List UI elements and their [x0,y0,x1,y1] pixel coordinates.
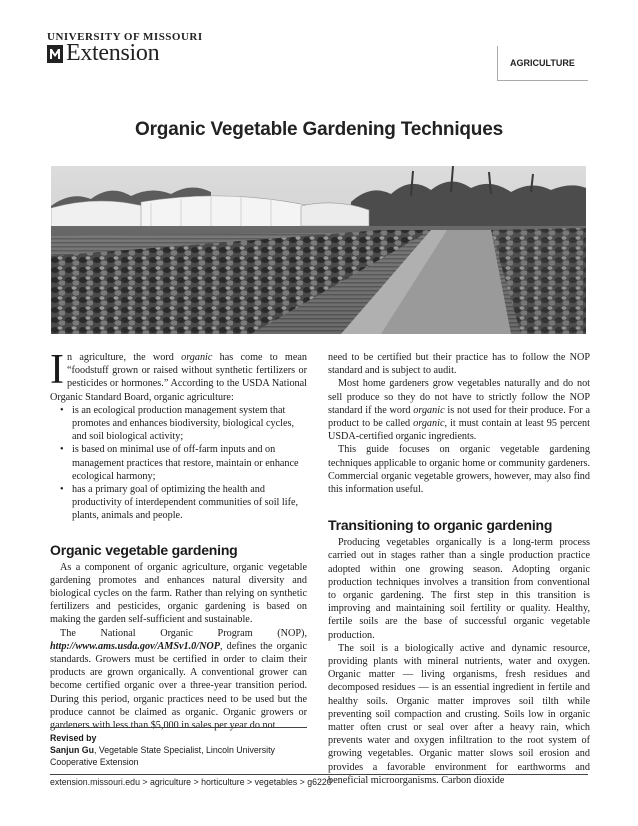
author-title: , Vegetable State Specialist, Lincoln University Cooperative Extension [50,745,275,767]
author-name: Sanjun Gu [50,745,94,755]
paragraph: Producing vegetables organically is a long-term process carried out in stages rather than a single production practice adopted within one growing season. Adopting organic production techniques involves a transition from conventional to organic gardening. The first step in this transition is improving and maintaining soil fertility or quality. Healthy, fertile soils are the base of successful organic vegetable production. [328,537,590,641]
paragraph-text: The National Organic Program (NOP), [60,627,307,639]
bullet-list [50,404,307,523]
right-column [328,351,590,787]
list-item: • is an ecological production management system that promotes and enhances biodiversity, biological cycles, and soil biological activity; [72,404,307,444]
emphasis: organic [413,418,445,430]
vegetable-field-photo [51,166,586,334]
nop-link[interactable]: http://www.ams.usda.gov/AMSv1.0/NOP [50,640,221,652]
paragraph: This guide focuses on organic vegetable gardening techniques applicable to organic home or community gardeners. Commercial organic vegetable growers, however, may also find this information useful. [328,444,590,496]
intro-emphasis: organic [181,352,213,363]
paragraph-text: , it must contain at least 95 percent USDA-certified organic ingredients. [328,418,590,443]
revised-label: Revised by [50,733,97,743]
mizzou-logo-icon [47,45,63,63]
paragraph: need to be certified but their practice has to follow the NOP standard and is subject to audit. [328,352,590,377]
footer-divider [50,774,588,775]
extension-wordmark: Extension [66,40,160,66]
dropcap: I [50,347,64,393]
list-item: • has a primary goal of optimizing the health and productivity of interdependent communities of soil life, plants, animals and people. [72,483,307,523]
page-title: Organic Vegetable Gardening Techniques [135,119,503,140]
footer-breadcrumb[interactable]: extension.missouri.edu > agriculture > horticulture > vegetables > g6220 [50,777,332,787]
section-heading-transitioning: Transitioning to organic gardening [328,517,553,534]
paragraph: As a component of organic agriculture, organic vegetable gardening promotes and enhances natural diversity and biological cycles on the farm. Rather than relying on synthetic fertilizers and pesticides, organic gardening is based on making the garden self-sufficient and sustainable. [50,561,307,626]
paragraph: The soil is a biologically active and dynamic resource, providing plants with mineral nutrients, water and oxygen. Organic matter — living organisms, fresh residues and decomposed residues — is an essential ingredient in fertile and healthy soils. Organic matter improves soil tilth while preventing soil compaction and crusting. Soils low in organic matter often crust or seal over after a heavy rain, which prevents water and oxygen infiltration to the root system of growing vegetables. Organic matter slows soil erosion and provides a favorable environment for earthworms and beneficial microorganisms. Carbon dioxide [328,642,590,786]
paragraph-text: , defines the organic standards. Growers must be certified in order to claim their products are grown organically. A conventional grower can become certified organic over a three-year transition period. During this period, organic practices need to be used but the produce cannot be claimed as organic. Organic growers or gardeners with less than $5,000 in sales per year do not [50,640,307,732]
left-column [50,347,307,732]
revised-by [50,732,312,768]
university-name: UNIVERSITY OF MISSOURI [47,31,203,43]
list-item: • is based on minimal use of off-farm inputs and on management practices that restore, maintain or enhance ecological harmony; [72,443,307,483]
category-label: AGRICULTURE [510,58,575,68]
emphasis: organic [413,404,445,416]
paragraph-text: is not used for their produce. For a product to be called [328,404,590,430]
intro-text-b: has come to mean “foodstuff grown or raised without synthetic fertilizers or pesticides or hormones.” According to the USDA National Organic Standard Board, organic agriculture: [50,352,307,403]
intro-text-a: n agriculture, the word [67,352,182,363]
section-heading-organic-gardening: Organic vegetable gardening [50,541,238,558]
divider [50,727,307,728]
paragraph-text: Most home gardeners grow vegetables naturally and do not sell produce so they do not have to strictly follow the NOP standard if the word [328,378,590,416]
